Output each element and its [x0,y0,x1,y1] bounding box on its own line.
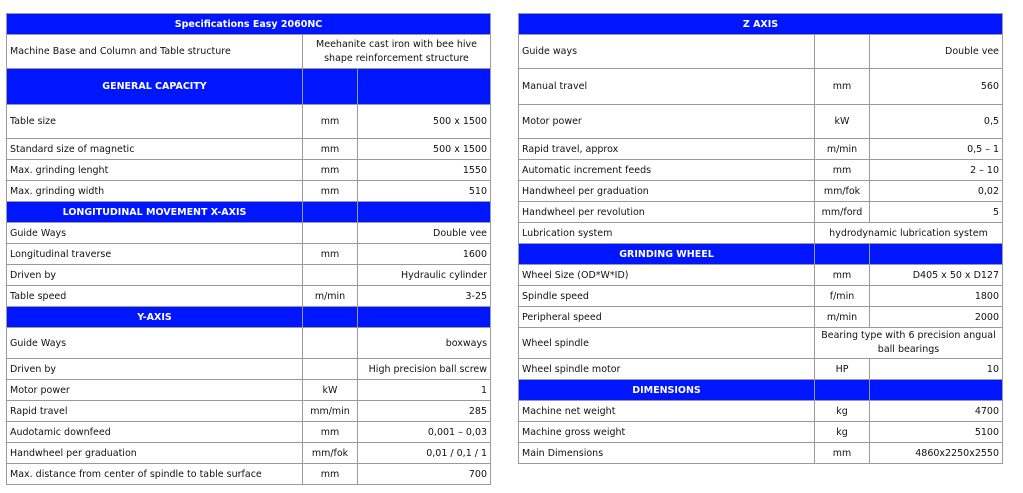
spec-label: Manual travel [519,69,815,105]
spec-value: 285 [358,401,491,422]
spec-value: Double vee [870,35,1003,69]
spec-row [7,265,491,286]
section-header-label: Specifications Easy 2060NC [7,14,491,35]
spec-label: Machine Base and Column and Table structure [7,35,303,69]
spec-label: Guide Ways [7,223,303,244]
spec-unit: mm/min [303,401,358,422]
section-header [519,14,1003,35]
spec-unit: HP [815,359,870,380]
spec-label: Peripheral speed [519,307,815,328]
spec-value: D405 x 50 x D127 [870,265,1003,286]
spec-row [7,380,491,401]
spec-label: Longitudinal traverse [7,244,303,265]
header-value-cell [358,307,491,328]
spec-value: 3-25 [358,286,491,307]
spec-row [519,69,1003,105]
spec-value: Double vee [358,223,491,244]
spec-label: Table speed [7,286,303,307]
spec-row [519,160,1003,181]
spec-unit: kW [815,105,870,139]
spec-row [519,328,1003,359]
spec-label: Guide ways [519,35,815,69]
spec-unit: mm [303,244,358,265]
spec-unit: mm [303,160,358,181]
section-header [7,69,491,105]
spec-unit [303,359,358,380]
spec-row [7,223,491,244]
spec-unit: m/min [303,286,358,307]
header-unit-cell [303,69,358,105]
spec-label: Rapid travel [7,401,303,422]
spec-unit: mm [815,265,870,286]
header-value-cell [358,202,491,223]
spec-row [519,35,1003,69]
spec-row [519,443,1003,464]
spec-unit [815,35,870,69]
spec-value: hydrodynamic lubrication system [815,223,1003,244]
spec-row [519,359,1003,380]
spec-value: 0,5 [870,105,1003,139]
spec-value: 0,5 – 1 [870,139,1003,160]
spec-value: 0,01 / 0,1 / 1 [358,443,491,464]
spec-row [7,105,491,139]
spec-row [7,35,491,69]
spec-label: Max. grinding width [7,181,303,202]
header-unit-cell [815,380,870,401]
spec-label: Handwheel per graduation [7,443,303,464]
spec-value: 500 x 1500 [358,105,491,139]
spec-value: 0,001 – 0,03 [358,422,491,443]
spec-label: Handwheel per graduation [519,181,815,202]
spec-unit: mm [815,443,870,464]
section-header-label: GRINDING WHEEL [519,244,815,265]
spec-row [7,401,491,422]
spec-unit: m/min [815,139,870,160]
spec-unit: mm [303,422,358,443]
spec-value: High precision ball screw [358,359,491,380]
spec-label: Max. distance from center of spindle to table surface [7,464,303,485]
section-header [7,202,491,223]
spec-label: Motor power [519,105,815,139]
spec-label: Guide Ways [7,328,303,359]
header-value-cell [870,380,1003,401]
header-unit-cell [303,202,358,223]
header-value-cell [358,69,491,105]
spec-row [519,265,1003,286]
spec-value: 1800 [870,286,1003,307]
spec-value: 1600 [358,244,491,265]
spec-label: Machine gross weight [519,422,815,443]
spec-value: boxways [358,328,491,359]
spec-row [519,422,1003,443]
specifications-table-right [518,13,1003,464]
section-header-label: LONGITUDINAL MOVEMENT X-AXIS [7,202,303,223]
spec-unit: mm [303,181,358,202]
spec-unit: mm [303,464,358,485]
spec-label: Spindle speed [519,286,815,307]
spec-row [7,328,491,359]
spec-label: Lubrication system [519,223,815,244]
spec-row [519,307,1003,328]
spec-row [7,244,491,265]
spec-unit: mm/fok [815,181,870,202]
spec-value: 4700 [870,401,1003,422]
spec-row [519,286,1003,307]
spec-row [7,443,491,464]
section-header [519,380,1003,401]
spec-unit [303,223,358,244]
section-header-label: Y-AXIS [7,307,303,328]
header-unit-cell [303,307,358,328]
spec-label: Driven by [7,359,303,380]
spec-value: Meehanite cast iron with bee hive shape reinforcement structure [303,35,491,69]
spec-row [519,223,1003,244]
spec-row [7,464,491,485]
spec-row [7,422,491,443]
spec-unit: mm/ford [815,202,870,223]
spec-row [519,401,1003,422]
spec-label: Wheel spindle motor [519,359,815,380]
spec-label: Standard size of magnetic [7,139,303,160]
spec-value: 560 [870,69,1003,105]
spec-row [519,181,1003,202]
spec-row [7,160,491,181]
spec-unit: kW [303,380,358,401]
section-header [7,14,491,35]
spec-row [519,105,1003,139]
spec-value: 1 [358,380,491,401]
spec-label: Table size [7,105,303,139]
section-header-label: GENERAL CAPACITY [7,69,303,105]
spec-unit: mm [815,69,870,105]
spec-label: Driven by [7,265,303,286]
spec-unit: f/min [815,286,870,307]
spec-value: Hydraulic cylinder [358,265,491,286]
section-header [7,307,491,328]
spec-value: 4860x2250x2550 [870,443,1003,464]
spec-value: 2 – 10 [870,160,1003,181]
spec-value: 700 [358,464,491,485]
spec-unit: m/min [815,307,870,328]
spec-value: 10 [870,359,1003,380]
header-value-cell [870,244,1003,265]
spec-value: 5 [870,202,1003,223]
spec-value: 500 x 1500 [358,139,491,160]
spec-unit: mm [815,160,870,181]
spec-label: Max. grinding lenght [7,160,303,181]
spec-unit: kg [815,401,870,422]
spec-label: Main Dimensions [519,443,815,464]
spec-row [7,181,491,202]
spec-row [7,359,491,380]
spec-value: 5100 [870,422,1003,443]
specifications-table-left [6,13,491,485]
spec-row [519,139,1003,160]
spec-unit: kg [815,422,870,443]
spec-value: Bearing type with 6 precision angual ball bearings [815,328,1003,359]
spec-row [519,202,1003,223]
section-header-label: DIMENSIONS [519,380,815,401]
spec-value: 1550 [358,160,491,181]
spec-unit: mm [303,105,358,139]
spec-value: 2000 [870,307,1003,328]
header-unit-cell [815,244,870,265]
spec-label: Handwheel per revolution [519,202,815,223]
spec-unit: mm [303,139,358,160]
spec-row [7,139,491,160]
section-header [519,244,1003,265]
spec-label: Automatic increment feeds [519,160,815,181]
spec-unit [303,265,358,286]
spec-label: Audotamic downfeed [7,422,303,443]
section-header-label: Z AXIS [519,14,1003,35]
spec-value: 0,02 [870,181,1003,202]
spec-value: 510 [358,181,491,202]
spec-unit: mm/fok [303,443,358,464]
spec-label: Wheel Size (OD*W*ID) [519,265,815,286]
spec-label: Wheel spindle [519,328,815,359]
spec-row [7,286,491,307]
spec-label: Motor power [7,380,303,401]
spec-label: Rapid travel, approx [519,139,815,160]
spec-label: Machine net weight [519,401,815,422]
spec-unit [303,328,358,359]
